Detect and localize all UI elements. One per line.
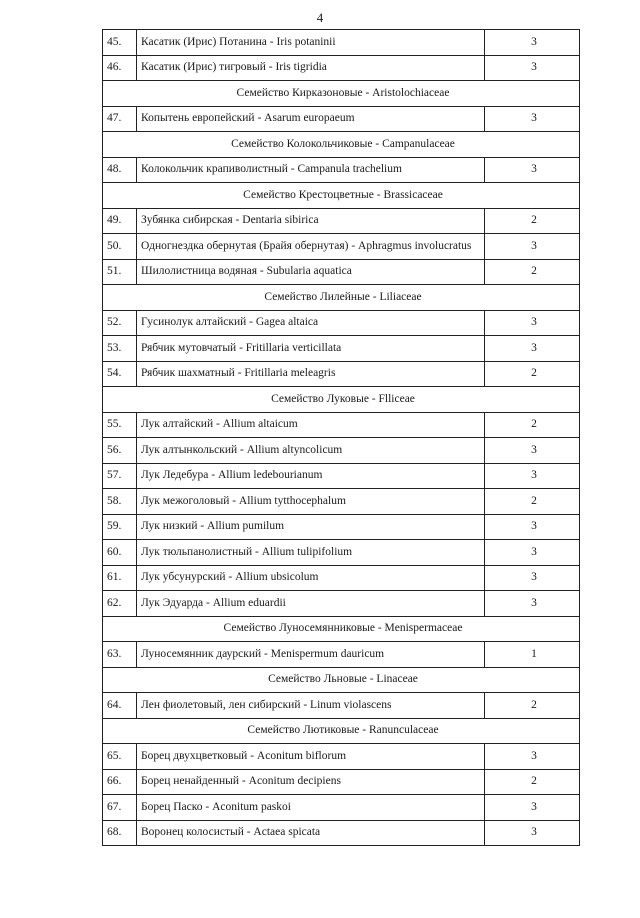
status-category: 3 [485,820,580,846]
species-name: Лук тюльпанолистный - Allium tulipifolium [137,540,485,566]
table-row [103,157,580,183]
species-name: Лен фиолетовый, лен сибирский - Linum violascens [137,693,485,719]
table-row [103,820,580,846]
status-category: 3 [485,157,580,183]
species-name: Гусинолук алтайский - Gagea altaica [137,310,485,336]
table-row [103,642,580,668]
family-name: Семейство Лилейные - Liliaceae [103,285,580,311]
species-name: Борец Паско - Aconitum paskoi [137,795,485,821]
family-name: Семейство Лютиковые - Ranunculaceae [103,718,580,744]
species-name: Колокольчик крапиволистный - Campanula trachelium [137,157,485,183]
species-name: Лук Эдуарда - Allium eduardii [137,591,485,617]
family-name: Семейство Льновые - Linaceae [103,667,580,693]
row-number: 54. [103,361,137,387]
table-row [103,693,580,719]
species-name: Копытень европейский - Asarum europaeum [137,106,485,132]
status-category: 3 [485,30,580,56]
table-row [103,514,580,540]
row-number: 63. [103,642,137,668]
family-header-row [103,132,580,158]
status-category: 2 [485,693,580,719]
family-header-row [103,616,580,642]
table-row [103,412,580,438]
table-row [103,208,580,234]
species-table-body [103,30,580,846]
family-name: Семейство Колокольчиковые - Campanulaceae [103,132,580,158]
table-row [103,769,580,795]
row-number: 49. [103,208,137,234]
species-name: Лук низкий - Allium pumilum [137,514,485,540]
family-name: Семейство Крестоцветные - Brassicaceae [103,183,580,209]
species-name: Воронец колосистый - Actaea spicata [137,820,485,846]
family-header-row [103,285,580,311]
species-name: Касатик (Ирис) тигровый - Iris tigridia [137,55,485,81]
table-row [103,795,580,821]
status-category: 2 [485,769,580,795]
row-number: 60. [103,540,137,566]
row-number: 53. [103,336,137,362]
table-row [103,591,580,617]
status-category: 3 [485,336,580,362]
species-name: Борец ненайденный - Aconitum decipiens [137,769,485,795]
status-category: 3 [485,514,580,540]
status-category: 3 [485,795,580,821]
family-name: Семейство Луковые - Flliceae [103,387,580,413]
row-number: 47. [103,106,137,132]
table-row [103,565,580,591]
row-number: 57. [103,463,137,489]
status-category: 3 [485,55,580,81]
row-number: 50. [103,234,137,260]
table-row [103,106,580,132]
row-number: 61. [103,565,137,591]
status-category: 3 [485,565,580,591]
family-name: Семейство Луносемянниковые - Menispermaceae [103,616,580,642]
family-header-row [103,667,580,693]
species-name: Одногнездка обернутая (Брайя обернутая) - Aphragmus involucratus [137,234,485,260]
row-number: 48. [103,157,137,183]
table-row [103,55,580,81]
family-header-row [103,387,580,413]
status-category: 3 [485,106,580,132]
species-name: Луносемянник даурский - Menispermum dauricum [137,642,485,668]
table-row [103,336,580,362]
table-row [103,540,580,566]
species-name: Борец двухцветковый - Aconitum biflorum [137,744,485,770]
table-row [103,463,580,489]
family-name: Семейство Кирказоновые - Aristolochiaceae [103,81,580,107]
status-category: 3 [485,438,580,464]
row-number: 58. [103,489,137,515]
status-category: 2 [485,489,580,515]
table-row [103,489,580,515]
species-name: Лук алтынкольский - Allium altyncolicum [137,438,485,464]
status-category: 3 [485,463,580,489]
species-name: Лук убсунурский - Allium ubsicolum [137,565,485,591]
row-number: 68. [103,820,137,846]
species-name: Зубянка сибирская - Dentaria sibirica [137,208,485,234]
table-row [103,744,580,770]
row-number: 46. [103,55,137,81]
row-number: 56. [103,438,137,464]
row-number: 62. [103,591,137,617]
table-row [103,259,580,285]
row-number: 67. [103,795,137,821]
status-category: 2 [485,412,580,438]
status-category: 3 [485,744,580,770]
table-row [103,361,580,387]
table-row [103,234,580,260]
species-name: Касатик (Ирис) Потанина - Iris potaninii [137,30,485,56]
row-number: 66. [103,769,137,795]
row-number: 65. [103,744,137,770]
species-name: Лук межоголовый - Allium tytthocephalum [137,489,485,515]
row-number: 59. [103,514,137,540]
page-number: 4 [316,10,324,25]
table-row [103,30,580,56]
status-category: 2 [485,361,580,387]
species-name: Рябчик шахматный - Fritillaria meleagris [137,361,485,387]
species-name: Лук Ледебура - Allium ledebourianum [137,463,485,489]
species-name: Шилолистница водяная - Subularia aquatica [137,259,485,285]
row-number: 51. [103,259,137,285]
family-header-row [103,183,580,209]
family-header-row [103,718,580,744]
table-row [103,438,580,464]
status-category: 2 [485,208,580,234]
status-category: 3 [485,234,580,260]
row-number: 55. [103,412,137,438]
species-table [102,29,580,846]
status-category: 3 [485,310,580,336]
status-category: 3 [485,540,580,566]
status-category: 3 [485,591,580,617]
status-category: 2 [485,259,580,285]
family-header-row [103,81,580,107]
status-category: 1 [485,642,580,668]
row-number: 64. [103,693,137,719]
species-name: Рябчик мутовчатый - Fritillaria verticillata [137,336,485,362]
table-row [103,310,580,336]
row-number: 52. [103,310,137,336]
row-number: 45. [103,30,137,56]
species-name: Лук алтайский - Allium altaicum [137,412,485,438]
